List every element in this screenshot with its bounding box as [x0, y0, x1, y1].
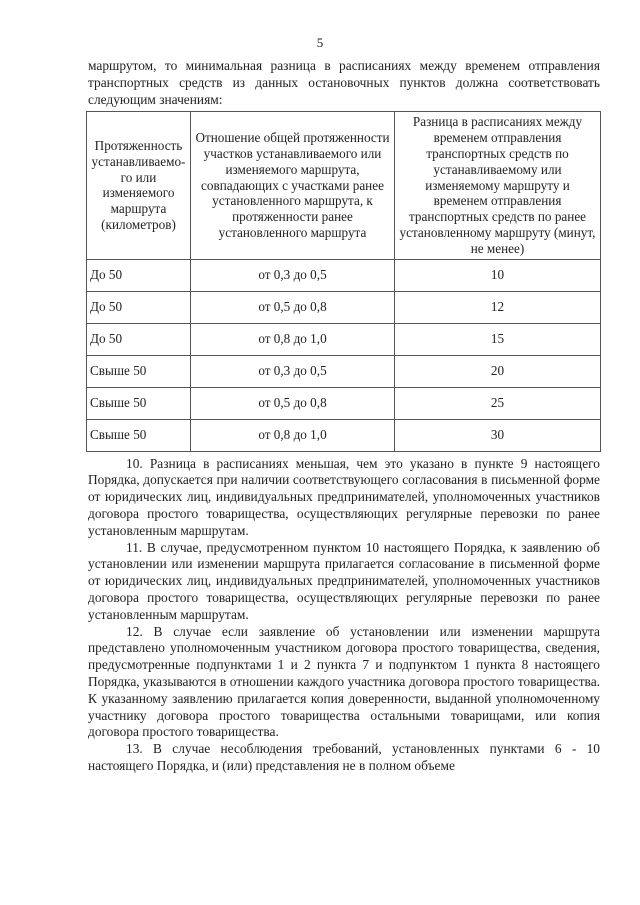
table-cell-length: Свыше 50 — [87, 419, 191, 451]
intro-paragraph: маршрутом, то минимальная разница в расписаниях между временем отправления транспортных средств из данных остановочных пунктов должна соответствовать следующим значениям: — [88, 58, 600, 107]
paragraph-10: 10. Разница в расписаниях меньшая, чем это указано в пункте 9 настоящего Порядка, допускается при наличии соответствующего согласования в письменной форме от юридических лиц, индивидуальных предпринимателей, уполномоченных участников договора простого товарищества, осуществляющих регулярные перевозки по ранее установленным маршрутам. — [88, 455, 600, 538]
table-cell-length: До 50 — [87, 323, 191, 355]
paragraph-13: 13. В случае несоблюдения требований, установленных пунктами 6 - 10 настоящего Порядка, и (или) представления не в полном объеме — [88, 741, 600, 773]
table-row — [87, 259, 601, 291]
paragraph-11: 11. В случае, предусмотренном пунктом 10 настоящего Порядка, к заявлению об установлении или изменении маршрута прилагается согласование в письменной форме от юридических лиц, индивидуальных предпринимателей, уполномоченных участников договора простого товарищества, осуществляющих регулярные перевозки по ранее установленным маршрутам. — [88, 539, 600, 622]
table-cell-minutes: 20 — [395, 355, 601, 387]
table-row — [87, 323, 601, 355]
table-row — [87, 291, 601, 323]
table-cell-ratio: от 0,5 до 0,8 — [191, 387, 395, 419]
table-cell-ratio: от 0,5 до 0,8 — [191, 291, 395, 323]
table-cell-ratio: от 0,3 до 0,5 — [191, 355, 395, 387]
table-row — [87, 419, 601, 451]
table-cell-length: Свыше 50 — [87, 355, 191, 387]
table-cell-ratio: от 0,3 до 0,5 — [191, 259, 395, 291]
header-overlap-ratio: Отношение общей протяженности участков устанавливаемого или изменяемого маршрута, совпадающих с участками ранее установленного маршрута, к протяженности ранее установленного маршрута — [191, 112, 395, 259]
paragraph-12: 12. В случае если заявление об установлении или изменении маршрута представлено уполномоченным участником договора простого товарищества, сведения, предусмотренные подпунктами 1 и 2 пункта 7 и подпунктом 1 пункта 8 настоящего Порядка, указываются в отношении каждого участника договора простого товарищества. К указанному заявлению прилагается копия доверенности, выданной уполномоченному участнику договора простого товарищества остальными товарищами, или копия договора простого товарищества. — [88, 623, 600, 740]
table-cell-length: До 50 — [87, 259, 191, 291]
table-cell-ratio: от 0,8 до 1,0 — [191, 419, 395, 451]
table-cell-length: Свыше 50 — [87, 387, 191, 419]
table-cell-ratio: от 0,8 до 1,0 — [191, 323, 395, 355]
document-body — [88, 58, 600, 775]
table-cell-minutes: 30 — [395, 419, 601, 451]
schedule-difference-table — [86, 111, 601, 451]
table-row — [87, 355, 601, 387]
table-cell-minutes: 15 — [395, 323, 601, 355]
table-cell-minutes: 12 — [395, 291, 601, 323]
table-cell-minutes: 25 — [395, 387, 601, 419]
table-cell-minutes: 10 — [395, 259, 601, 291]
header-route-length: Протяженность устанавливаемо-го или изменяемого маршрута (километров) — [87, 112, 191, 259]
page-number: 5 — [316, 35, 324, 50]
header-time-difference: Разница в расписаниях между временем отправления транспортных средств по устанавливаемому или изменяемому маршруту и временем отправления транспортных средств по ранее установленному маршруту (минут, не менее) — [395, 112, 601, 259]
table-header-row — [87, 112, 601, 259]
table-row — [87, 387, 601, 419]
table-cell-length: До 50 — [87, 291, 191, 323]
